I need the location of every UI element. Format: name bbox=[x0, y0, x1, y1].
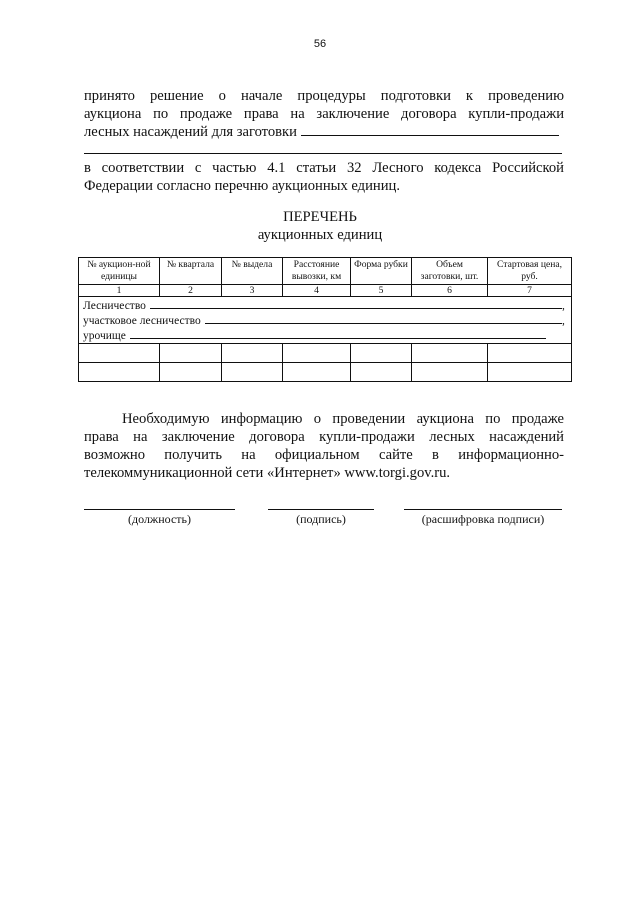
signature-position bbox=[84, 509, 235, 527]
page-number: 56 bbox=[313, 38, 327, 50]
harvest-purpose-blank-2 bbox=[84, 141, 562, 154]
location-cell bbox=[79, 297, 572, 344]
column-number: 6 bbox=[412, 285, 488, 297]
intro-paragraph bbox=[84, 87, 564, 195]
intro-line-2: аукциона по продаже права на заключение договора купли-продажи bbox=[84, 106, 564, 122]
forestry-line: Лесничество , bbox=[83, 300, 565, 312]
info-line-3: возможно получить на официальном сайте в информационно- bbox=[84, 447, 564, 463]
column-number: 7 bbox=[488, 285, 572, 297]
harvest-purpose-blank bbox=[301, 123, 559, 136]
intro-line-1: принято решение о начале процедуры подготовки к проведению bbox=[84, 88, 564, 104]
header-starting-price: Стартовая цена, руб. bbox=[488, 258, 572, 285]
info-line-1: Необходимую информацию о проведении аукциона по продаже bbox=[122, 411, 564, 427]
column-number: 4 bbox=[283, 285, 351, 297]
signature-signature bbox=[268, 509, 374, 527]
intro-line-5: Федерации согласно перечню аукционных единиц. bbox=[84, 178, 400, 194]
info-paragraph bbox=[84, 410, 564, 482]
list-subtitle: аукционных единиц bbox=[257, 227, 383, 243]
header-allotment-number: № выдела bbox=[222, 258, 283, 285]
header-unit-number: № аукцион-ной единицы bbox=[79, 258, 160, 285]
tract-line: урочище bbox=[83, 328, 568, 343]
table-number-row bbox=[79, 285, 572, 297]
info-line-4: телекоммуникационной сети «Интернет» www.torgi.gov.ru. bbox=[84, 465, 451, 481]
list-title: ПЕРЕЧЕНЬ bbox=[283, 209, 357, 225]
column-number: 1 bbox=[79, 285, 160, 297]
header-haul-distance: Расстояние вывозки, км bbox=[283, 258, 351, 285]
header-cutting-form: Форма рубки bbox=[351, 258, 412, 285]
header-quarter-number: № квартала bbox=[160, 258, 222, 285]
intro-line-3: лесных насаждений для заготовки bbox=[84, 123, 564, 141]
position-caption: (должность) bbox=[128, 512, 191, 526]
table-header-row bbox=[79, 258, 572, 285]
signature-caption: (подпись) bbox=[296, 512, 346, 526]
column-number: 5 bbox=[351, 285, 412, 297]
table-location-row bbox=[79, 297, 572, 344]
table-row bbox=[79, 344, 572, 363]
info-line-2: права на заключение договора купли-продажи лесных насаждений bbox=[84, 429, 564, 445]
intro-line-4: в соответствии с частью 4.1 статьи 32 Лесного кодекса Российской bbox=[84, 160, 564, 176]
district-forestry-line: участковое лесничество , bbox=[83, 315, 565, 327]
auction-units-table bbox=[78, 257, 572, 382]
signature-decoding bbox=[404, 509, 562, 527]
header-harvest-volume: Объем заготовки, шт. bbox=[412, 258, 488, 285]
decoding-caption: (расшифровка подписи) bbox=[421, 512, 545, 526]
column-number: 2 bbox=[160, 285, 222, 297]
column-number: 3 bbox=[222, 285, 283, 297]
table-row bbox=[79, 363, 572, 382]
